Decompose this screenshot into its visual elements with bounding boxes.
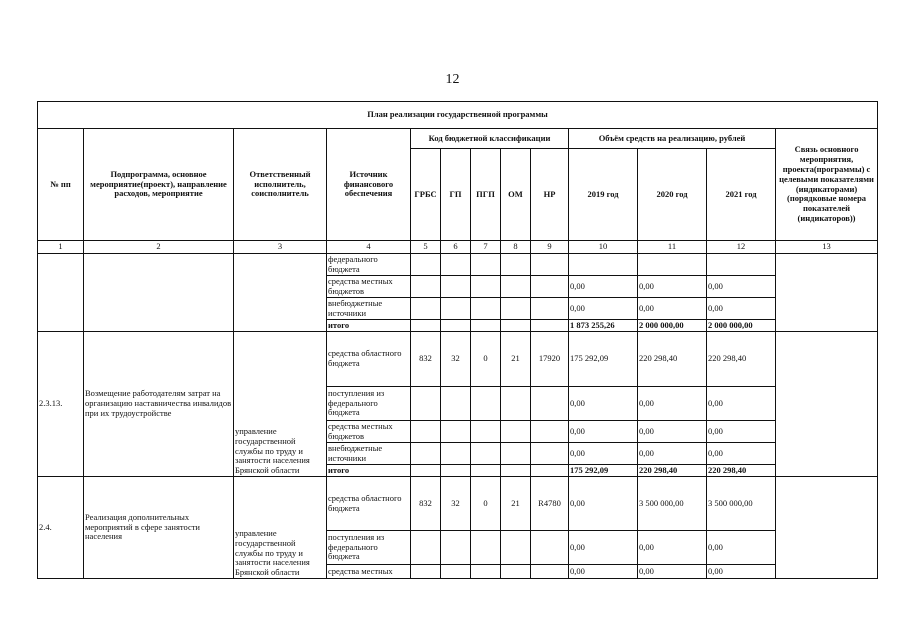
kbk-om (501, 565, 531, 579)
row-number (38, 254, 84, 332)
funding-source: средства местных бюджетов (327, 276, 411, 298)
kbk-grbs (411, 254, 441, 276)
kbk-om (501, 298, 531, 320)
amount-y2020: 220 298,40 (638, 465, 707, 477)
amount-y2020: 0,00 (638, 565, 707, 579)
kbk-grbs (411, 298, 441, 320)
kbk-nr (531, 254, 569, 276)
amount-y2021: 0,00 (707, 443, 776, 465)
kbk-gp (441, 465, 471, 477)
kbk-grbs (411, 276, 441, 298)
activity-name: Реализация дополнительных мероприятий в сфере занятости населения (84, 477, 234, 579)
amount-y2019: 175 292,09 (569, 465, 638, 477)
indicator-link (776, 254, 878, 332)
row-number: 2.4. (38, 477, 84, 579)
kbk-om (501, 531, 531, 565)
header-kbk-group: Код бюджетной классификации (411, 129, 569, 149)
amount-y2019: 0,00 (569, 387, 638, 421)
amount-y2020 (638, 254, 707, 276)
amount-y2019: 0,00 (569, 298, 638, 320)
amount-y2020: 0,00 (638, 276, 707, 298)
header-link: Связь основного мероприятия, проекта(программы) с целевыми показателями (индикаторами) (порядковые номера показателей (индикаторов)) (776, 129, 878, 241)
kbk-gp (441, 421, 471, 443)
amount-y2019: 0,00 (569, 565, 638, 579)
amount-y2020: 0,00 (638, 531, 707, 565)
header-om: ОМ (501, 149, 531, 241)
kbk-pgp (471, 443, 501, 465)
kbk-nr (531, 276, 569, 298)
kbk-gp (441, 531, 471, 565)
kbk-pgp (471, 465, 501, 477)
kbk-pgp (471, 298, 501, 320)
amount-y2019: 1 873 255,26 (569, 320, 638, 332)
table-row (38, 477, 878, 531)
amount-y2021: 220 298,40 (707, 332, 776, 387)
kbk-nr (531, 443, 569, 465)
table-row (38, 332, 878, 387)
amount-y2020: 220 298,40 (638, 332, 707, 387)
kbk-gp (441, 254, 471, 276)
kbk-om (501, 421, 531, 443)
header-volume-group: Объём средств на реализацию, рублей (569, 129, 776, 149)
amount-y2020: 0,00 (638, 387, 707, 421)
kbk-pgp (471, 320, 501, 332)
kbk-nr (531, 465, 569, 477)
header-pgp: ПГП (471, 149, 501, 241)
amount-y2019 (569, 254, 638, 276)
column-number: 11 (638, 241, 707, 254)
amount-y2019: 0,00 (569, 276, 638, 298)
kbk-gp (441, 443, 471, 465)
kbk-pgp (471, 387, 501, 421)
column-number: 2 (84, 241, 234, 254)
header-source: Источник финансового обеспечения (327, 129, 411, 241)
amount-y2021: 220 298,40 (707, 465, 776, 477)
amount-y2019: 0,00 (569, 421, 638, 443)
kbk-gp (441, 298, 471, 320)
amount-y2021: 0,00 (707, 298, 776, 320)
funding-source: итого (327, 465, 411, 477)
kbk-om (501, 276, 531, 298)
kbk-grbs (411, 465, 441, 477)
kbk-grbs (411, 387, 441, 421)
column-number: 5 (411, 241, 441, 254)
header-executor: Ответственный исполнитель, соисполнитель (234, 129, 327, 241)
kbk-gp: 32 (441, 332, 471, 387)
header-gp: ГП (441, 149, 471, 241)
kbk-om (501, 443, 531, 465)
funding-source: средства местных (327, 565, 411, 579)
header-grbs: ГРБС (411, 149, 441, 241)
table-title: План реализации государственной программы (38, 102, 878, 129)
activity-name (84, 254, 234, 332)
kbk-grbs: 832 (411, 332, 441, 387)
amount-y2021: 0,00 (707, 421, 776, 443)
funding-source: внебюджетные источники (327, 443, 411, 465)
header-num: № пп (38, 129, 84, 241)
kbk-nr: R4780 (531, 477, 569, 531)
kbk-nr (531, 387, 569, 421)
kbk-gp (441, 320, 471, 332)
kbk-grbs (411, 320, 441, 332)
column-number: 1 (38, 241, 84, 254)
column-number: 8 (501, 241, 531, 254)
header-subprogram: Подпрограмма, основное мероприятие(проект), направление расходов, мероприятие (84, 129, 234, 241)
amount-y2019: 0,00 (569, 443, 638, 465)
amount-y2021: 0,00 (707, 387, 776, 421)
kbk-pgp (471, 421, 501, 443)
funding-source: средства областного бюджета (327, 332, 411, 387)
kbk-om (501, 320, 531, 332)
amount-y2020: 0,00 (638, 298, 707, 320)
kbk-nr (531, 421, 569, 443)
kbk-gp: 32 (441, 477, 471, 531)
kbk-grbs: 832 (411, 477, 441, 531)
row-number: 2.3.13. (38, 332, 84, 477)
funding-source: поступления из федерального бюджета (327, 531, 411, 565)
amount-y2020: 0,00 (638, 443, 707, 465)
header-2020: 2020 год (638, 149, 707, 241)
kbk-pgp: 0 (471, 477, 501, 531)
amount-y2020: 0,00 (638, 421, 707, 443)
amount-y2020: 2 000 000,00 (638, 320, 707, 332)
kbk-nr (531, 565, 569, 579)
kbk-om: 21 (501, 477, 531, 531)
header-2021: 2021 год (707, 149, 776, 241)
funding-source: федерального бюджета (327, 254, 411, 276)
page-number: 12 (445, 72, 460, 87)
kbk-gp (441, 565, 471, 579)
column-number: 10 (569, 241, 638, 254)
kbk-gp (441, 387, 471, 421)
kbk-gp (441, 276, 471, 298)
funding-source: внебюджетные источники (327, 298, 411, 320)
indicator-link (776, 332, 878, 477)
kbk-grbs (411, 531, 441, 565)
executor (234, 254, 327, 332)
amount-y2021: 0,00 (707, 531, 776, 565)
amount-y2021 (707, 254, 776, 276)
executor: управление государственной службы по труду и занятости населения Брянской области (234, 332, 327, 477)
column-number: 13 (776, 241, 878, 254)
column-number: 12 (707, 241, 776, 254)
kbk-om: 21 (501, 332, 531, 387)
kbk-pgp: 0 (471, 332, 501, 387)
header-2019: 2019 год (569, 149, 638, 241)
kbk-grbs (411, 443, 441, 465)
kbk-om (501, 465, 531, 477)
indicator-link (776, 477, 878, 579)
executor: управление государственной службы по труду и занятости населения Брянской области (234, 477, 327, 579)
kbk-grbs (411, 421, 441, 443)
kbk-nr (531, 298, 569, 320)
funding-source: средства областного бюджета (327, 477, 411, 531)
amount-y2021: 0,00 (707, 276, 776, 298)
kbk-pgp (471, 565, 501, 579)
column-number: 7 (471, 241, 501, 254)
kbk-pgp (471, 276, 501, 298)
amount-y2019: 175 292,09 (569, 332, 638, 387)
kbk-nr (531, 531, 569, 565)
header-nr: НР (531, 149, 569, 241)
table-row (38, 254, 878, 276)
kbk-grbs (411, 565, 441, 579)
amount-y2021: 3 500 000,00 (707, 477, 776, 531)
kbk-pgp (471, 254, 501, 276)
amount-y2019: 0,00 (569, 477, 638, 531)
kbk-om (501, 387, 531, 421)
amount-y2021: 0,00 (707, 565, 776, 579)
kbk-pgp (471, 531, 501, 565)
funding-source: итого (327, 320, 411, 332)
column-number: 9 (531, 241, 569, 254)
column-number: 6 (441, 241, 471, 254)
amount-y2019: 0,00 (569, 531, 638, 565)
funding-source: поступления из федерального бюджета (327, 387, 411, 421)
amount-y2021: 2 000 000,00 (707, 320, 776, 332)
column-number: 3 (234, 241, 327, 254)
kbk-nr: 17920 (531, 332, 569, 387)
program-plan-table (37, 101, 878, 579)
kbk-nr (531, 320, 569, 332)
kbk-om (501, 254, 531, 276)
funding-source: средства местных бюджетов (327, 421, 411, 443)
amount-y2020: 3 500 000,00 (638, 477, 707, 531)
column-number: 4 (327, 241, 411, 254)
activity-name: Возмещение работодателям затрат на организацию наставничества инвалидов при их трудоустройстве (84, 332, 234, 477)
